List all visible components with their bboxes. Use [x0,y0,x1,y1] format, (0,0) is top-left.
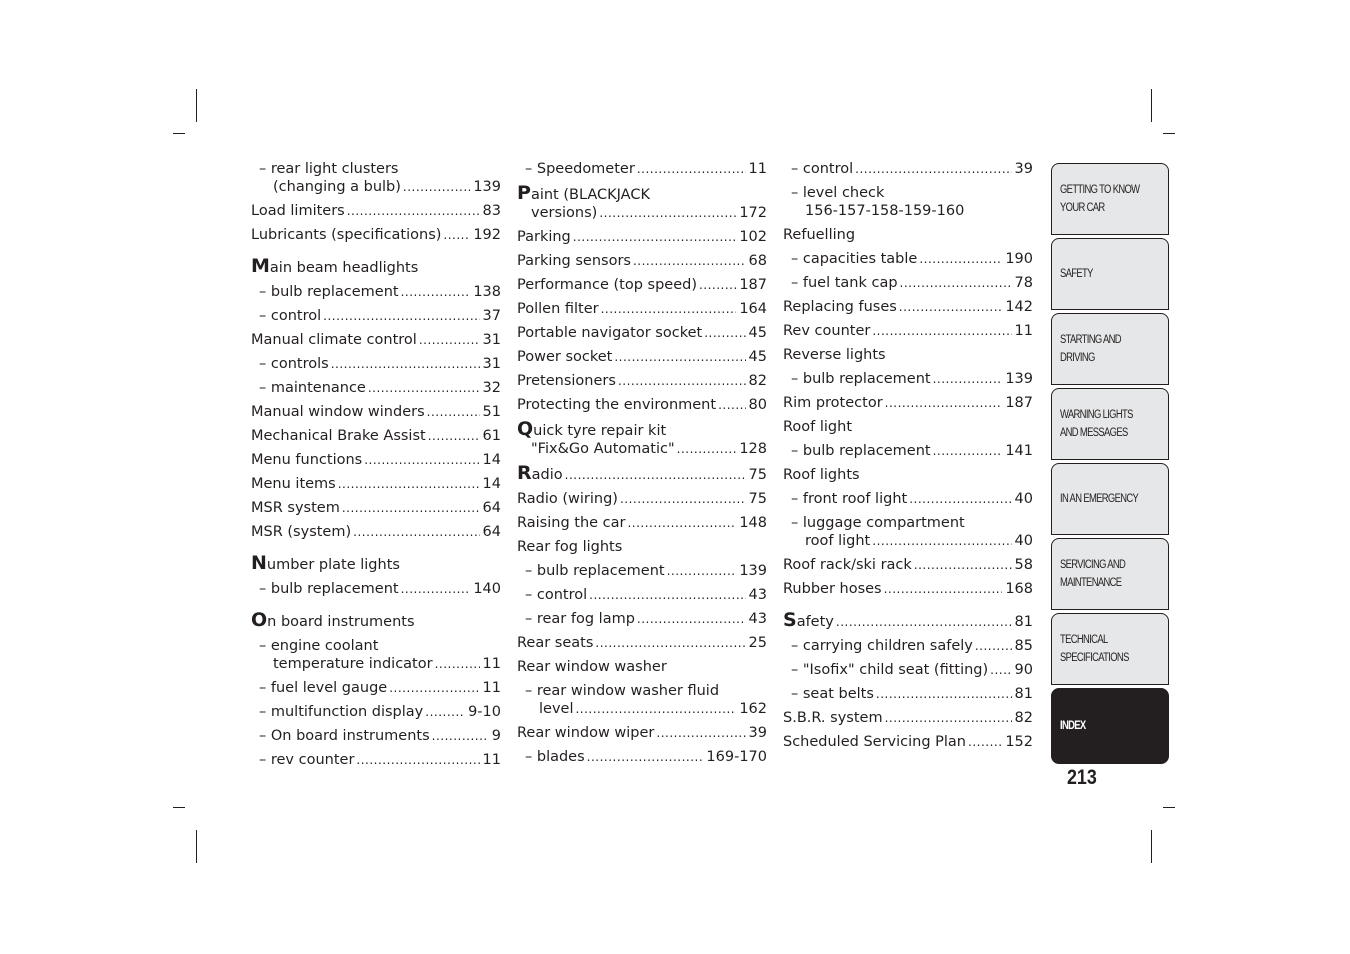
index-page-ref: 64 [482,524,501,540]
dot-leader [633,252,746,270]
index-entry-continuation: 156-157-158-159-160 [805,203,965,219]
tab-section-label: GETTING TO KNOW YOUR CAR [1060,184,1140,214]
index-entry-text: Parking [517,229,571,245]
dot-leader [667,562,737,580]
dot-leader [573,228,737,246]
tab-section[interactable] [1051,463,1169,535]
index-entry [517,249,767,273]
index-entry [251,254,501,280]
index-entry-text: adio [531,467,563,483]
index-entry [251,223,501,247]
index-entry [517,417,767,461]
index-entry-text: Refuelling [783,227,856,243]
index-entry [783,157,1033,181]
index-page-ref: 139 [1005,371,1033,387]
dot-leader [425,703,465,721]
index-entry-text: – bulb replacement [259,581,399,597]
index-entry [783,271,1033,295]
index-entry [783,223,1033,247]
dot-leader [435,655,480,673]
index-page-ref: 78 [1014,275,1033,291]
index-page-ref: 141 [1005,443,1033,459]
crop-mark [1151,830,1152,863]
tab-section[interactable] [1051,538,1169,610]
index-column-2 [517,157,767,769]
index-entry-text: – rear window washer fluid [525,683,720,699]
tab-section-label: SERVICING AND MAINTENANCE [1060,559,1126,589]
dot-leader [353,523,479,541]
index-page-ref: 68 [748,253,767,269]
index-initial-letter: M [251,255,270,277]
index-entry-text: Load limiters [251,203,345,219]
index-entry-text: – bulb replacement [791,371,931,387]
tab-section[interactable] [1051,388,1169,460]
index-entry [251,400,501,424]
index-page-ref: 39 [1014,161,1033,177]
dot-leader [872,532,1011,550]
index-entry-text: uick tyre repair kit [533,423,667,439]
index-entry [517,345,767,369]
tab-section-label: WARNING LIGHTS AND MESSAGES [1060,409,1133,439]
dot-leader [704,324,745,342]
index-entry [251,157,501,199]
index-entry-text: – bulb replacement [259,284,399,300]
index-entry-text: – level check [791,185,885,201]
index-page-ref: 64 [482,500,501,516]
index-page-ref: 40 [1014,533,1033,549]
index-entry-text: Reverse lights [783,347,886,363]
index-entry-text: Power socket [517,349,613,365]
index-entry-text: – bulb replacement [525,563,665,579]
index-entry [517,535,767,559]
index-page-ref: 168 [1005,581,1033,597]
index-entry-text: umber plate lights [266,557,400,573]
index-entry-continuation: "Fix&Go Automatic" [531,441,675,457]
index-entry [517,559,767,583]
index-entry-text: Portable navigator socket [517,325,703,341]
index-entry-text: Scheduled Servicing Plan [783,734,966,750]
index-entry-text: – maintenance [259,380,366,396]
dot-leader [899,298,1003,316]
dot-leader [968,733,1002,751]
index-entry [517,745,767,769]
index-entry [251,748,501,772]
dot-leader [565,466,746,484]
index-entry [517,511,767,535]
dot-leader [364,451,479,469]
crop-mark [196,89,197,122]
index-entry [517,181,767,225]
dot-leader [909,490,1011,508]
index-entry-text: ain beam headlights [269,260,419,276]
index-page-ref: 31 [482,356,501,372]
index-page-ref: 58 [1014,557,1033,573]
index-page-ref: 11 [1014,323,1033,339]
index-entry-text: – engine coolant [259,638,379,654]
index-entry [251,376,501,400]
dot-leader [601,300,737,318]
index-entry-text: Radio (wiring) [517,491,618,507]
tab-section[interactable] [1051,688,1169,764]
dot-leader [595,634,745,652]
dot-leader [403,178,470,196]
index-entry-text: – blades [525,749,585,765]
index-entry-text: Manual climate control [251,332,417,348]
index-entry [517,487,767,511]
index-entry-text: MSR system [251,500,340,516]
index-entry-text: – rev counter [259,752,355,768]
index-initial-letter: Q [517,418,534,440]
index-entry [251,700,501,724]
index-page-ref: 43 [748,587,767,603]
dot-leader [614,348,745,366]
index-entry-text: – "Isofix" child seat (fitting) [791,662,989,678]
index-entry-text: afety [796,614,834,630]
index-entry-text: Manual window winders [251,404,425,420]
index-entry-text: – bulb replacement [791,443,931,459]
index-page-ref: 83 [482,203,501,219]
index-entry-text: n board instruments [267,614,415,630]
index-entry [517,321,767,345]
index-entry [517,655,767,679]
index-page-ref: 25 [748,635,767,651]
index-page-ref: 152 [1005,734,1033,750]
index-entry [517,225,767,249]
dot-leader [919,250,1002,268]
index-page-ref: 9-10 [468,704,501,720]
index-page-ref: 45 [748,349,767,365]
index-page-ref: 148 [739,515,767,531]
index-page-ref: 187 [1005,395,1033,411]
index-page-ref: 142 [1005,299,1033,315]
index-page-ref: 128 [739,441,767,457]
index-initial-letter: N [251,552,267,574]
crop-mark [173,807,185,808]
index-entry-text: Replacing fuses [783,299,897,315]
index-entry-text: – control [259,308,322,324]
index-entry [251,424,501,448]
index-entry-continuation: (changing a bulb) [273,179,401,195]
dot-leader [656,724,745,742]
index-entry [783,463,1033,487]
dot-leader [443,226,470,244]
tab-section-label: TECHNICAL SPECIFICATIONS [1060,634,1129,664]
index-entry [251,199,501,223]
dot-leader [389,679,479,697]
dot-leader [401,283,471,301]
index-entry [251,577,501,601]
tab-section-label: IN AN EMERGENCY [1060,493,1139,505]
dot-leader [427,403,480,421]
index-entry-text: – fuel tank cap [791,275,898,291]
index-entry [251,496,501,520]
index-entry [783,553,1033,577]
index-entry-text: Roof rack/ski rack [783,557,912,573]
index-entry-text: Menu functions [251,452,363,468]
index-entry-text: – carrying children safely [791,638,973,654]
index-entry-text: Raising the car [517,515,626,531]
index-page-ref: 61 [482,428,501,444]
index-page-ref: 164 [739,301,767,317]
index-page-ref: 82 [1014,710,1033,726]
dot-leader [900,274,1012,292]
index-entry-text: Rear window wiper [517,725,655,741]
index-entry-text: Rim protector [783,395,883,411]
index-entry [517,679,767,721]
dot-leader [885,394,1003,412]
index-entry-text: Pretensioners [517,373,616,389]
index-page-ref: 75 [748,467,767,483]
index-entry-text: – On board instruments [259,728,430,744]
index-page-ref: 138 [473,284,501,300]
tab-section-label: SAFETY [1060,268,1093,280]
dot-leader [718,396,745,414]
index-entry [783,682,1033,706]
index-page-ref: 187 [739,277,767,293]
index-entry-text: – rear fog lamp [525,611,635,627]
index-entry [251,551,501,577]
index-entry-continuation: versions) [531,205,598,221]
tab-section-label: STARTING AND DRIVING [1060,334,1121,364]
index-page-ref: 190 [1005,251,1033,267]
index-entry-text: Parking sensors [517,253,631,269]
dot-leader [368,379,480,397]
index-entry-text: – multifunction display [259,704,424,720]
index-page-ref: 90 [1014,662,1033,678]
index-entry-text: Performance (top speed) [517,277,697,293]
index-page-ref: 81 [1014,614,1033,630]
index-entry [783,343,1033,367]
index-page-ref: 85 [1014,638,1033,654]
dot-leader [620,490,746,508]
index-page-ref: 9 [491,728,501,744]
index-entry-text: Rear window washer [517,659,667,675]
index-entry-text: Rev counter [783,323,871,339]
index-entry [517,583,767,607]
index-entry [517,157,767,181]
index-entry-text: S.B.R. system [783,710,883,726]
index-initial-letter: S [783,609,797,631]
index-entry [251,304,501,328]
dot-leader [342,499,480,517]
index-page-ref: 37 [482,308,501,324]
dot-leader [637,610,746,628]
tab-section-label: INDEX [1060,720,1086,732]
index-page-ref: 45 [748,325,767,341]
index-page-ref: 14 [482,476,501,492]
index-entry-text: – luggage compartment [791,515,965,531]
index-entry-text: Pollen filter [517,301,599,317]
index-entry-continuation: temperature indicator [273,656,433,672]
dot-leader [428,427,480,445]
dot-leader [401,580,471,598]
index-entry [783,706,1033,730]
index-entry-text: Protecting the environment [517,397,717,413]
index-entry [783,439,1033,463]
index-entry-text: – control [791,161,854,177]
crop-mark [173,133,185,134]
dot-leader [432,727,489,745]
index-page-ref: 32 [482,380,501,396]
index-initial-letter: R [517,462,532,484]
index-initial-letter: O [251,609,268,631]
index-entry-text: – controls [259,356,329,372]
index-entry-text: Rubber hoses [783,581,882,597]
dot-leader [990,661,1011,679]
index-page-ref: 81 [1014,686,1033,702]
dot-leader [618,372,746,390]
index-page-ref: 75 [748,491,767,507]
dot-leader [885,709,1012,727]
index-entry [783,295,1033,319]
index-page-ref: 139 [739,563,767,579]
index-entry [783,487,1033,511]
index-entry [783,415,1033,439]
dot-leader [575,700,736,718]
index-entry [517,631,767,655]
index-page-ref: 11 [748,161,767,177]
index-initial-letter: P [517,182,531,204]
index-page-ref: 11 [482,752,501,768]
index-page-ref: 162 [739,701,767,717]
index-entry [251,448,501,472]
index-entry [783,247,1033,271]
index-entry-text: Roof lights [783,467,860,483]
index-entry [783,391,1033,415]
index-entry [251,634,501,676]
index-entry [783,181,1033,223]
dot-leader [338,475,480,493]
index-entry-text: Menu items [251,476,336,492]
index-page-ref: 43 [748,611,767,627]
index-entry-text: MSR (system) [251,524,352,540]
section-tabs [1051,163,1169,767]
index-page-ref: 51 [482,404,501,420]
index-entry-text: – control [525,587,588,603]
index-entry [251,472,501,496]
tab-section[interactable] [1051,238,1169,310]
index-entry [251,328,501,352]
index-page-ref: 102 [739,229,767,245]
index-entry-text: – front roof light [791,491,908,507]
crop-mark [1151,89,1152,122]
index-entry [251,608,501,634]
index-entry [783,608,1033,634]
index-column-3 [783,157,1033,754]
index-page-ref: 140 [473,581,501,597]
index-entry-continuation: roof light [805,533,871,549]
index-entry [517,721,767,745]
index-entry-text: Rear seats [517,635,594,651]
dot-leader [876,685,1012,703]
index-entry-text: – seat belts [791,686,874,702]
dot-leader [627,514,736,532]
dot-leader [331,355,480,373]
index-entry [251,724,501,748]
index-column-1 [251,157,501,772]
index-entry [517,273,767,297]
dot-leader [677,440,737,458]
tab-section[interactable] [1051,613,1169,685]
index-page-ref: 11 [482,680,501,696]
dot-leader [323,307,479,325]
index-entry [251,352,501,376]
index-page-ref: 82 [748,373,767,389]
index-entry [783,577,1033,601]
dot-leader [933,370,1003,388]
index-entry [251,520,501,544]
index-entry-text: Lubricants (specifications) [251,227,442,243]
index-page-ref: 14 [482,452,501,468]
index-page-ref: 31 [482,332,501,348]
dot-leader [356,751,479,769]
index-entry [783,634,1033,658]
index-page-ref: 192 [473,227,501,243]
index-entry-text: – capacities table [791,251,918,267]
dot-leader [589,586,745,604]
index-entry-text: Rear fog lights [517,539,623,555]
index-page-ref: 80 [748,397,767,413]
dot-leader [855,160,1011,178]
index-entry-text: Mechanical Brake Assist [251,428,426,444]
dot-leader [933,442,1003,460]
index-entry [783,367,1033,391]
index-page-ref: 139 [473,179,501,195]
index-entry [783,658,1033,682]
index-entry [783,730,1033,754]
dot-leader [419,331,480,349]
index-page-ref: 169-170 [706,749,767,765]
index-entry [517,461,767,487]
dot-leader [699,276,736,294]
crop-mark [1163,807,1175,808]
index-page-ref: 172 [739,205,767,221]
dot-leader [872,322,1011,340]
dot-leader [836,613,1012,631]
dot-leader [587,748,704,766]
index-page-ref: 39 [748,725,767,741]
index-entry [517,297,767,321]
index-entry [251,676,501,700]
dot-leader [599,204,736,222]
dot-leader [637,160,746,178]
tab-section[interactable] [1051,163,1169,235]
dot-leader [914,556,1012,574]
index-page-ref: 11 [482,656,501,672]
index-entry [783,319,1033,343]
crop-mark [196,830,197,863]
index-entry [517,393,767,417]
index-page-ref: 40 [1014,491,1033,507]
index-entry [517,607,767,631]
index-entry-continuation: level [539,701,574,717]
index-entry-text: – fuel level gauge [259,680,388,696]
page-number: 213 [1067,766,1097,789]
index-entry-text: aint (BLACKJACK [530,187,650,203]
dot-leader [884,580,1003,598]
tab-section[interactable] [1051,313,1169,385]
dot-leader [347,202,480,220]
index-entry [251,280,501,304]
index-entry-text: – Speedometer [525,161,635,177]
index-entry [517,369,767,393]
index-entry-text: Roof light [783,419,853,435]
index-entry [783,511,1033,553]
crop-mark [1163,133,1175,134]
dot-leader [975,637,1012,655]
index-entry-text: – rear light clusters [259,161,399,177]
